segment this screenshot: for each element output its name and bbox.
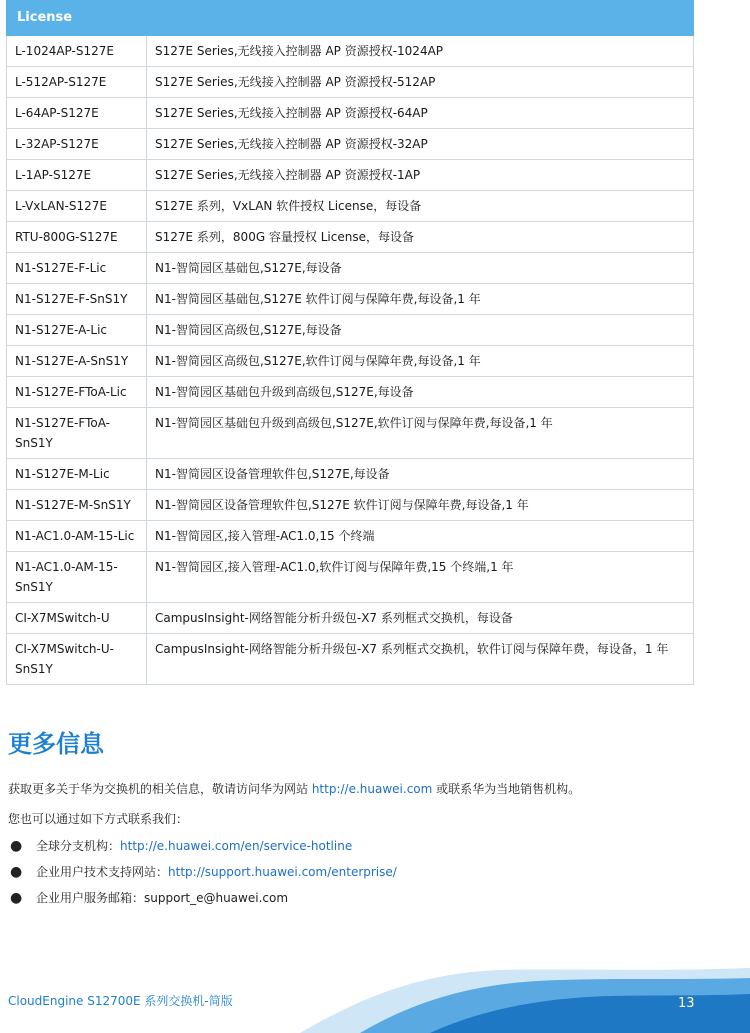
table-row xyxy=(7,459,694,490)
license-description-cell: N1-智简园区基础包升级到高级包,S127E,软件订阅与保障年费,每设备,1 年 xyxy=(147,408,694,459)
license-description-cell: S127E Series,无线接入控制器 AP 资源授权-64AP xyxy=(147,98,694,129)
bullet-label: 企业用户技术支持网站： xyxy=(36,865,169,879)
license-description-cell: N1-智简园区设备管理软件包,S127E 软件订阅与保障年费,每设备,1 年 xyxy=(147,490,694,521)
info-text: 获取更多关于华为交换机的相关信息，敬请访问华为网站 xyxy=(8,782,312,796)
license-code-cell: N1-S127E-M-Lic xyxy=(7,459,147,490)
license-description-cell: N1-智简园区基础包,S127E,每设备 xyxy=(147,253,694,284)
license-code-cell: N1-AC1.0-AM-15-Lic xyxy=(7,521,147,552)
footer-document-title: CloudEngine S12700E 系列交换机-简版 xyxy=(8,994,233,1008)
info-paragraph xyxy=(8,780,580,797)
contact-list xyxy=(8,836,397,914)
table-row xyxy=(7,408,694,459)
table-row xyxy=(7,377,694,408)
license-description-cell: CampusInsight-网络智能分析升级包-X7 系列框式交换机，每设备 xyxy=(147,603,694,634)
license-code-cell: L-64AP-S127E xyxy=(7,98,147,129)
table-row xyxy=(7,129,694,160)
license-code-cell: N1-AC1.0-AM-15-SnS1Y xyxy=(7,552,147,603)
license-description-cell: N1-智简园区设备管理软件包,S127E,每设备 xyxy=(147,459,694,490)
table-row xyxy=(7,160,694,191)
license-code-cell: CI-X7MSwitch-U-SnS1Y xyxy=(7,634,147,685)
table-row xyxy=(7,603,694,634)
table-row xyxy=(7,253,694,284)
license-description-cell: N1-智简园区基础包升级到高级包,S127E,每设备 xyxy=(147,377,694,408)
license-code-cell: N1-S127E-F-SnS1Y xyxy=(7,284,147,315)
table-row xyxy=(7,67,694,98)
page-number: 13 xyxy=(678,996,695,1011)
table-header-license: License xyxy=(7,1,694,36)
license-code-cell: N1-S127E-F-Lic xyxy=(7,253,147,284)
table-row xyxy=(7,36,694,67)
license-description-cell: N1-智简园区基础包,S127E 软件订阅与保障年费,每设备,1 年 xyxy=(147,284,694,315)
list-item xyxy=(8,836,397,862)
license-description-cell: N1-智简园区,接入管理-AC1.0,15 个终端 xyxy=(147,521,694,552)
license-description-cell: S127E 系列，VxLAN 软件授权 License，每设备 xyxy=(147,191,694,222)
license-code-cell: L-1AP-S127E xyxy=(7,160,147,191)
license-code-cell: L-1024AP-S127E xyxy=(7,36,147,67)
section-title-more-info: 更多信息 xyxy=(8,730,104,758)
huawei-website-link[interactable]: http://e.huawei.com xyxy=(311,782,433,796)
license-code-cell: L-512AP-S127E xyxy=(7,67,147,98)
license-code-cell: CI-X7MSwitch-U xyxy=(7,603,147,634)
license-description-cell: N1-智简园区高级包,S127E,每设备 xyxy=(147,315,694,346)
info-text-after: 或联系华为当地销售机构。 xyxy=(432,782,581,796)
table-row xyxy=(7,490,694,521)
license-code-cell: N1-S127E-A-SnS1Y xyxy=(7,346,147,377)
service-hotline-link[interactable]: http://e.huawei.com/en/service-hotline xyxy=(120,839,353,853)
license-code-cell: L-VxLAN-S127E xyxy=(7,191,147,222)
list-item xyxy=(8,862,397,888)
license-code-cell: L-32AP-S127E xyxy=(7,129,147,160)
bullet-icon: ● xyxy=(10,890,23,906)
table-row xyxy=(7,191,694,222)
license-description-cell: CampusInsight-网络智能分析升级包-X7 系列框式交换机，软件订阅与保障年费，每设备，1 年 xyxy=(147,634,694,685)
table-row xyxy=(7,552,694,603)
license-code-cell: RTU-800G-S127E xyxy=(7,222,147,253)
table-row xyxy=(7,284,694,315)
contact-intro: 您也可以通过如下方式联系我们： xyxy=(8,812,189,826)
table-row xyxy=(7,346,694,377)
bullet-icon: ● xyxy=(10,838,23,854)
table-row xyxy=(7,634,694,685)
bullet-icon: ● xyxy=(10,864,23,880)
license-table xyxy=(6,0,694,685)
license-description-cell: S127E Series,无线接入控制器 AP 资源授权-512AP xyxy=(147,67,694,98)
table-row xyxy=(7,521,694,552)
support-site-link[interactable]: http://support.huawei.com/enterprise/ xyxy=(168,865,397,879)
support-email: support_e@huawei.com xyxy=(144,891,289,905)
license-description-cell: S127E Series,无线接入控制器 AP 资源授权-1024AP xyxy=(147,36,694,67)
license-description-cell: N1-智简园区,接入管理-AC1.0,软件订阅与保障年费,15 个终端,1 年 xyxy=(147,552,694,603)
list-item xyxy=(8,888,397,914)
license-code-cell: N1-S127E-M-SnS1Y xyxy=(7,490,147,521)
license-description-cell: S127E Series,无线接入控制器 AP 资源授权-32AP xyxy=(147,129,694,160)
table-row xyxy=(7,98,694,129)
license-code-cell: N1-S127E-FToA-SnS1Y xyxy=(7,408,147,459)
bullet-label: 全球分支机构： xyxy=(36,839,121,853)
license-description-cell: N1-智简园区高级包,S127E,软件订阅与保障年费,每设备,1 年 xyxy=(147,346,694,377)
bullet-label: 企业用户服务邮箱： xyxy=(36,891,145,905)
license-code-cell: N1-S127E-FToA-Lic xyxy=(7,377,147,408)
table-row xyxy=(7,222,694,253)
license-description-cell: S127E 系列，800G 容量授权 License，每设备 xyxy=(147,222,694,253)
license-code-cell: N1-S127E-A-Lic xyxy=(7,315,147,346)
license-description-cell: S127E Series,无线接入控制器 AP 资源授权-1AP xyxy=(147,160,694,191)
table-row xyxy=(7,315,694,346)
